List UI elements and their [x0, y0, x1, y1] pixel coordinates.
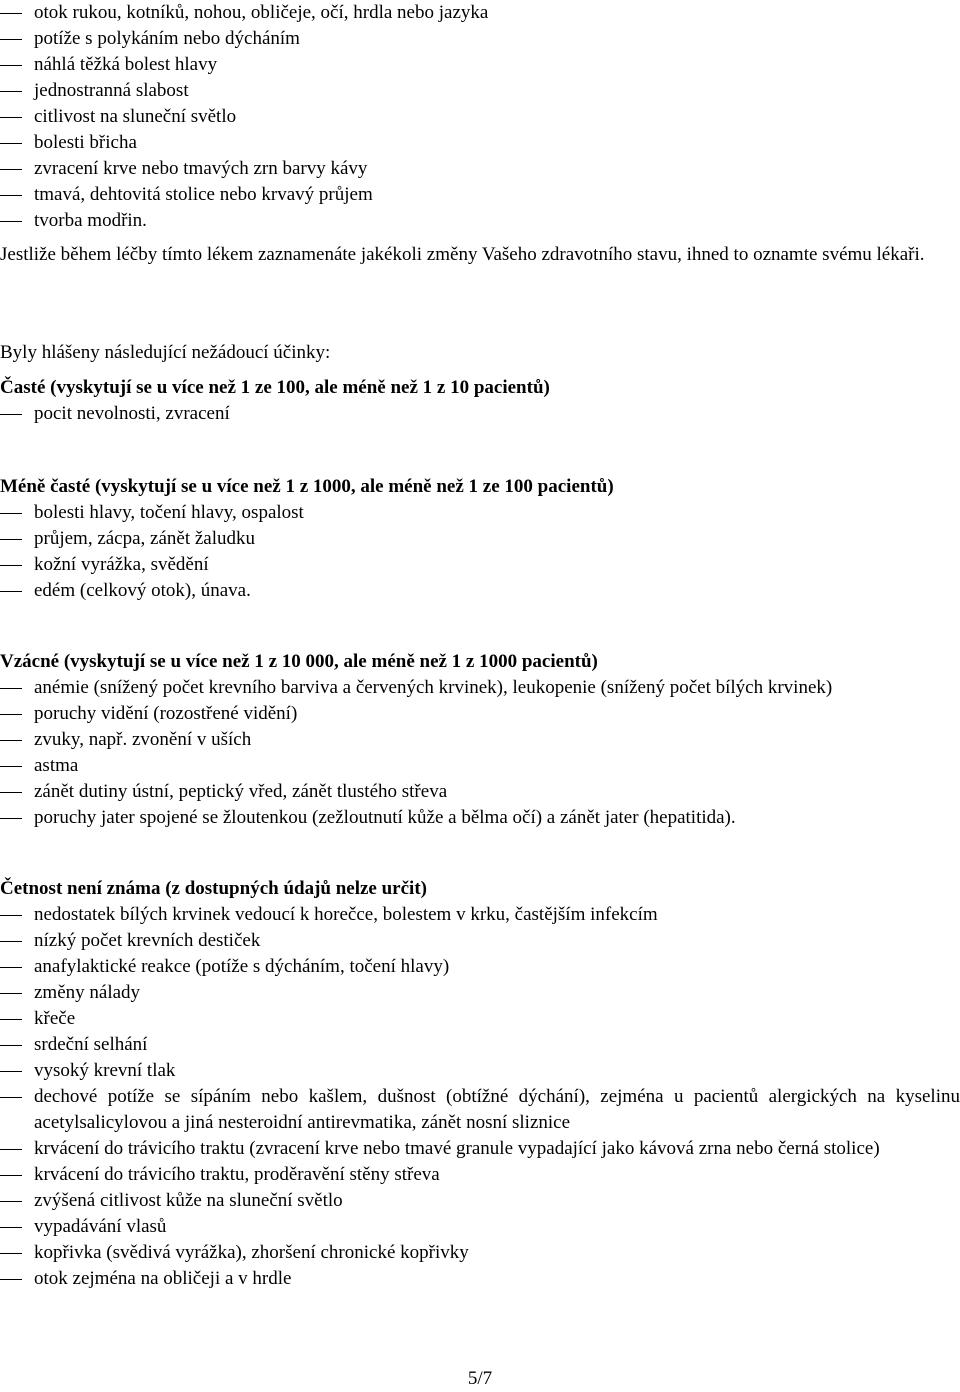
top-symptom-list — [0, 0, 960, 234]
list-item: anémie (snížený počet krevního barviva a červených krvinek), leukopenie (snížený počet bílých krvinek) — [0, 675, 960, 701]
intro-paragraph: Byly hlášeny následující nežádoucí účinky: — [0, 342, 331, 363]
list-item: vypadávání vlasů — [0, 1214, 960, 1240]
section-heading-rare: Vzácné (vyskytují se u více než 1 z 10 000, ale méně než 1 z 1000 pacientů) — [0, 651, 598, 672]
list-item: dechové potíže se sípáním nebo kašlem, dušnost (obtížné dýchání), zejména u pacientů alergických na kyselinu acetylsalicylovou a jiná nesteroidní antirevmatika, zánět nosní sliznice — [0, 1084, 960, 1136]
section-list-common — [0, 401, 960, 427]
list-item: srdeční selhání — [0, 1032, 960, 1058]
list-item: pocit nevolnosti, zvracení — [0, 401, 960, 427]
list-item: vysoký krevní tlak — [0, 1058, 960, 1084]
list-item: křeče — [0, 1006, 960, 1032]
list-item: bolesti hlavy, točení hlavy, ospalost — [0, 500, 960, 526]
list-item: zvýšená citlivost kůže na sluneční světlo — [0, 1188, 960, 1214]
list-item: tmavá, dehtovitá stolice nebo krvavý průjem — [0, 182, 960, 208]
list-item: kožní vyrážka, svědění — [0, 552, 960, 578]
list-item: jednostranná slabost — [0, 78, 960, 104]
page-number: 5/7 — [467, 1368, 493, 1389]
list-item: změny nálady — [0, 980, 960, 1006]
list-item: nízký počet krevních destiček — [0, 928, 960, 954]
list-item: tvorba modřin. — [0, 208, 960, 234]
list-item: bolesti břicha — [0, 130, 960, 156]
list-item: otok rukou, kotníků, nohou, obličeje, očí, hrdla nebo jazyka — [0, 0, 960, 26]
list-item: astma — [0, 753, 960, 779]
section-heading-uncommon: Méně časté (vyskytují se u více než 1 z 1000, ale méně než 1 ze 100 pacientů) — [0, 476, 614, 497]
list-item: otok zejména na obličeji a v hrdle — [0, 1266, 960, 1292]
list-item: zvuky, např. zvonění v uších — [0, 727, 960, 753]
list-item: zvracení krve nebo tmavých zrn barvy kávy — [0, 156, 960, 182]
section-list-unknown — [0, 902, 960, 1292]
list-item: zánět dutiny ústní, peptický vřed, zánět tlustého střeva — [0, 779, 960, 805]
list-item: krvácení do trávicího traktu (zvracení krve nebo tmavé granule vypadající jako kávová zrna nebo černá stolice) — [0, 1136, 960, 1162]
section-list-rare — [0, 675, 960, 831]
section-heading-unknown: Četnost není známa (z dostupných údajů nelze určit) — [0, 878, 427, 899]
list-item: náhlá těžká bolest hlavy — [0, 52, 960, 78]
list-item: poruchy vidění (rozostřené vidění) — [0, 701, 960, 727]
list-item: krvácení do trávicího traktu, proděravění stěny střeva — [0, 1162, 960, 1188]
notice-paragraph: Jestliže během léčby tímto lékem zaznamenáte jakékoli změny Vašeho zdravotního stavu, ihned to oznamte svému lékaři. — [0, 244, 925, 265]
list-item: citlivost na sluneční světlo — [0, 104, 960, 130]
list-item: poruchy jater spojené se žloutenkou (zežloutnutí kůže a bělma očí) a zánět jater (hepatitida). — [0, 805, 960, 831]
section-heading-common: Časté (vyskytují se u více než 1 ze 100, ale méně než 1 z 10 pacientů) — [0, 377, 550, 398]
list-item: průjem, zácpa, zánět žaludku — [0, 526, 960, 552]
section-list-uncommon — [0, 500, 960, 604]
list-item: potíže s polykáním nebo dýcháním — [0, 26, 960, 52]
list-item: nedostatek bílých krvinek vedoucí k horečce, bolestem v krku, častějším infekcím — [0, 902, 960, 928]
list-item: anafylaktické reakce (potíže s dýcháním, točení hlavy) — [0, 954, 960, 980]
list-item: kopřivka (svědivá vyrážka), zhoršení chronické kopřivky — [0, 1240, 960, 1266]
list-item: edém (celkový otok), únava. — [0, 578, 960, 604]
